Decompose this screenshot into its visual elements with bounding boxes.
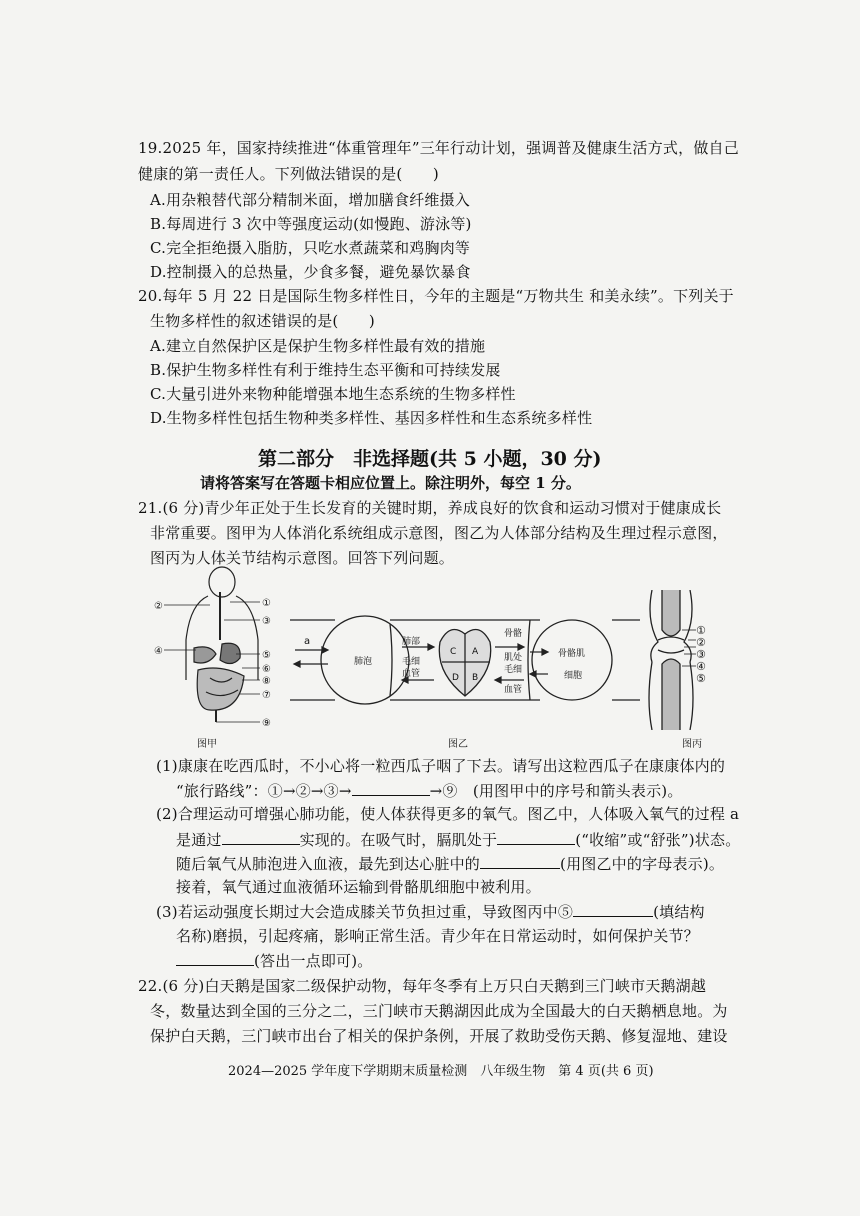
q21-p2-text-b: 实现的。在吸气时，膈肌处于 [299, 831, 498, 849]
q21-p3-blank-2[interactable] [176, 950, 254, 966]
q21-p2-line3 [176, 853, 724, 874]
q21-p3-line2: 名称)磨损，引起疼痛，影响正常生活。青少年在日常运动时，如何保护关节？ [176, 927, 699, 945]
q19-option-d: D.控制摄入的总热量，少食多餐，避免暴饮暴食 [150, 263, 471, 281]
fig-bing-label-1: ① [696, 624, 706, 637]
heart-letter-c: C [450, 647, 457, 657]
q20-option-b: B.保护生物多样性有利于维持生态平衡和可持续发展 [150, 361, 501, 379]
fig-jia-caption: 图甲 [197, 739, 217, 750]
q20-stem-line2: 生物多样性的叙述错误的是( ) [150, 312, 375, 330]
fig-jia-label-2: ② [154, 601, 163, 612]
fig-yi-muscle-cell-1: 骨骼肌 [558, 649, 586, 659]
fig-bing-label-2: ② [696, 636, 706, 649]
fig-jia-label-9: ⑨ [262, 718, 271, 729]
muscle-capillary-left [528, 620, 530, 700]
right-lines [612, 620, 640, 700]
q21-p2-blank-3[interactable] [480, 853, 560, 869]
q19-stem-line1: 19.2025 年，国家持续推进“体重管理年”三年行动计划，强调普及健康生活方式，做自己 [138, 139, 739, 157]
fig-bing-caption: 图丙 [682, 739, 702, 750]
fig-yi-lung-cap-3: 血管 [402, 669, 421, 679]
q21-p3-line1 [156, 901, 705, 922]
fig-yi-muscle-cap-2: 肌处 [504, 653, 523, 663]
body-left-outline [186, 596, 208, 680]
fig-jia-label-8: ⑧ [262, 676, 271, 687]
q19-option-b: B.每周进行 3 次中等强度运动(如慢跑、游泳等) [150, 215, 472, 233]
q21-p2-blank-2[interactable] [497, 829, 575, 845]
lung-capillary-left [390, 624, 392, 696]
fig-jia-label-6: ⑥ [262, 664, 271, 675]
joint-socket [658, 650, 684, 653]
q20-option-a: A.建立自然保护区是保护生物多样性最有效的措施 [150, 337, 486, 355]
fig-yi-arrow-a: a [304, 636, 311, 647]
heart-letter-d: D [452, 673, 459, 683]
q20-option-c: C.大量引进外来物种能增强本地生态系统的生物多样性 [150, 385, 516, 403]
q19-option-a: A.用杂粮替代部分精制米面，增加膳食纤维摄入 [150, 191, 471, 209]
capsule-left-top [650, 590, 658, 662]
fig-jia-label-7: ⑦ [262, 690, 271, 701]
fig-yi-lung-cap-2: 毛细 [402, 657, 421, 667]
intestine-shape [197, 668, 244, 710]
muscle-cell-circle [532, 620, 612, 700]
part2-title: 第二部分 非选择题(共 5 小题，30 分) [258, 448, 602, 470]
heart-letter-b: B [472, 673, 479, 683]
liver-shape [194, 647, 216, 663]
fig-yi-muscle-cap-1: 骨骼 [504, 629, 523, 639]
q21-p3-text-b: (填结构 [653, 903, 705, 921]
q21-p2-text-d: 随后氧气从肺泡进入血液，最先到达心脏中的 [176, 855, 481, 873]
head-outline [209, 567, 235, 597]
capsule-left-bottom [649, 662, 652, 730]
stomach-shape [220, 643, 240, 663]
q21-p1-line1: (1)康康在吃西瓜时，不小心将一粒西瓜子咽了下去。请写出这粒西瓜子在康康体内的 [156, 757, 726, 775]
q21-p2-text-c: (“收缩”或“舒张”)状态。 [575, 831, 741, 849]
q22-stem-line3: 保护白天鹅，三门峡市出台了相关的保护条例，开展了救助受伤天鹅、修复湿地、建设 [150, 1027, 728, 1045]
capsule-right-bottom [690, 662, 693, 730]
q21-stem-line2: 非常重要。图甲为人体消化系统组成示意图，图乙为人体部分结构及生理过程示意图， [150, 524, 728, 542]
q19-stem-line2: 健康的第一责任人。下列做法错误的是( ) [138, 165, 439, 183]
figure-joint [638, 590, 718, 730]
figure-digestive-system [150, 560, 290, 735]
figure-circulation [290, 592, 640, 732]
fig-bing-label-5: ⑤ [696, 672, 706, 685]
fig-jia-label-5: ⑤ [262, 650, 271, 661]
q20-option-d: D.生物多样性包括生物种类多样性、基因多样性和生态系统多样性 [150, 409, 593, 427]
joint-head [658, 637, 684, 640]
q21-p3-text-a: (3)若运动强度长期过大会造成膝关节负担过重，导致图丙中⑤ [156, 903, 574, 921]
q21-p1-line2 [176, 780, 683, 801]
page-footer: 2024—2025 学年度下学期期末质量检测 八年级生物 第 4 页(共 6 页) [228, 1064, 654, 1079]
fig-bing-label-3: ③ [696, 648, 706, 661]
q21-p1-route-suffix: →⑨ (用图甲中的序号和箭头表示)。 [429, 782, 683, 800]
q21-p1-route-prefix: “旅行路线”：①→②→③→ [176, 782, 352, 800]
fig-yi-muscle-cap-4: 血管 [504, 685, 523, 695]
q21-stem-line1: 21.(6 分)青少年正处于生长发育的关键时期，养成良好的饮食和运动习惯对于健康成长 [138, 499, 722, 517]
fig-yi-caption: 图乙 [448, 739, 468, 750]
fig-jia-label-4: ④ [154, 646, 163, 657]
fig-yi-lung-cap-1: 肺部 [402, 637, 421, 647]
q21-p2-line2 [176, 829, 740, 850]
q21-p2-text-a: 是通过 [176, 831, 222, 849]
q21-p1-answer-blank[interactable] [352, 780, 430, 796]
heart-letter-a: A [472, 647, 479, 657]
fig-jia-label-3: ③ [262, 616, 271, 627]
q21-p2-line4: 接着，氧气通过血液循环运输到骨骼肌细胞中被利用。 [176, 878, 541, 896]
fig-yi-muscle-cap-3: 毛细 [504, 665, 523, 675]
fig-yi-alveolus: 肺泡 [354, 657, 373, 667]
q21-p3-line3 [176, 950, 373, 971]
body-right-outline [236, 596, 258, 680]
airway-lines [290, 620, 335, 700]
q19-option-c: C.完全拒绝摄入脂肪，只吃水煮蔬菜和鸡胸肉等 [150, 239, 471, 257]
fig-yi-muscle-cell-2: 细胞 [564, 671, 583, 681]
q21-stem-line3: 图丙为人体关节结构示意图。回答下列问题。 [150, 549, 455, 567]
lower-bone [662, 659, 680, 730]
q21-p2-blank-1[interactable] [222, 829, 300, 845]
q20-stem-line1: 20.每年 5 月 22 日是国际生物多样性日，今年的主题是“万物共生 和美永续”。下列关于 [138, 287, 734, 305]
q21-p3-text-c: (答出一点即可)。 [254, 952, 373, 970]
q21-p3-blank-1[interactable] [573, 901, 653, 917]
fig-jia-label-1: ① [262, 598, 271, 609]
q21-p2-line1: (2)合理运动可增强心肺功能，使人体获得更多的氧气。图乙中，人体吸入氧气的过程 a [156, 805, 740, 823]
upper-bone [662, 590, 680, 636]
fig-bing-label-4: ④ [696, 660, 706, 673]
q22-stem-line1: 22.(6 分)白天鹅是国家二级保护动物，每年冬季有上万只白天鹅到三门峡市天鹅湖越 [138, 977, 707, 995]
part2-instruction: 请将答案写在答题卡相应位置上。除注明外，每空 1 分。 [200, 474, 581, 492]
capsule-right-top [684, 590, 692, 662]
q21-p2-text-e: (用图乙中的字母表示)。 [560, 855, 725, 873]
q22-stem-line2: 冬，数量达到全国的三分之二，三门峡市天鹅湖因此成为全国最大的白天鹅栖息地。为 [150, 1002, 728, 1020]
